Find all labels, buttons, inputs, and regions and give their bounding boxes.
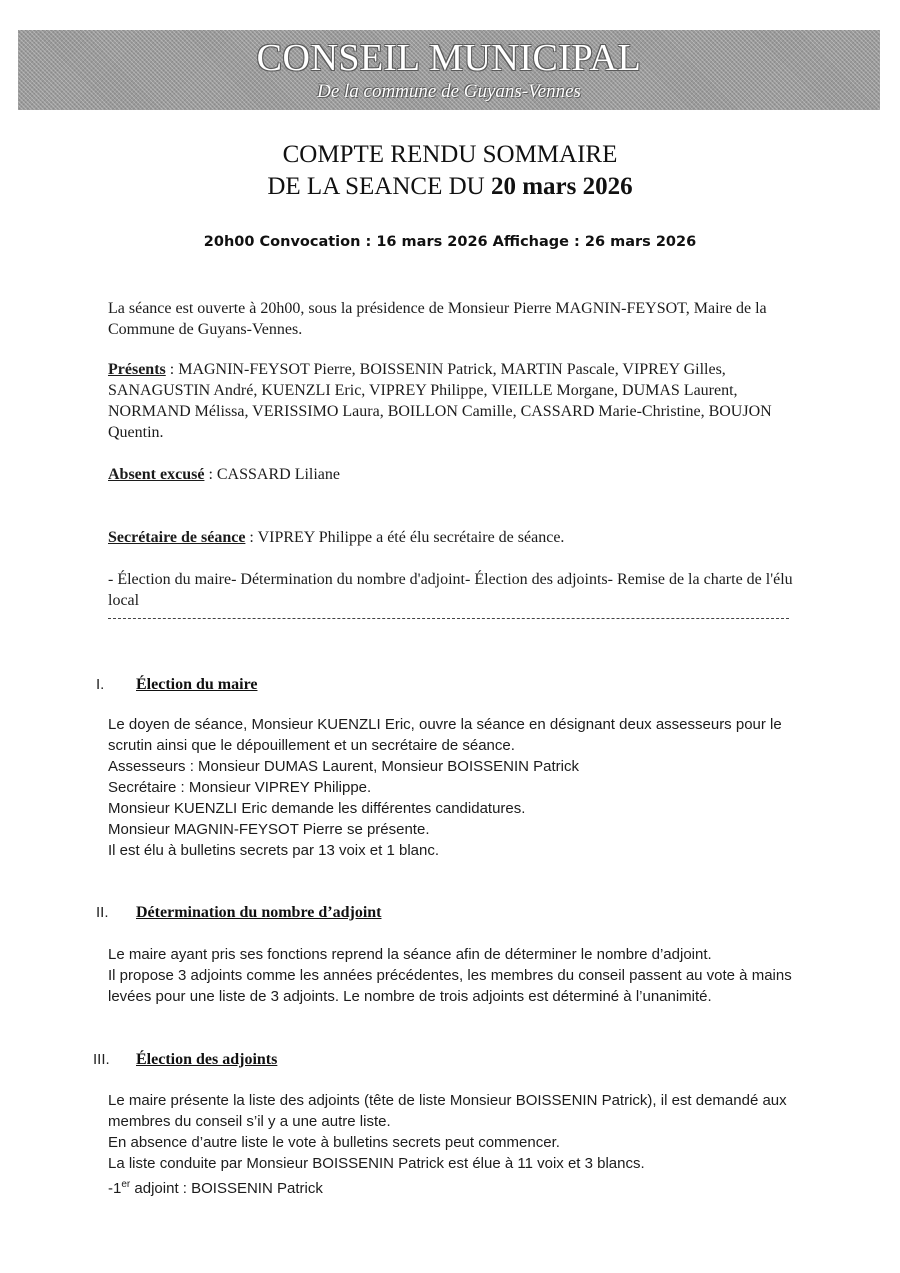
secretary-text: : VIPREY Philippe a été élu secrétaire de séance. <box>245 529 565 546</box>
section-3-line: Le maire présente la liste des adjoints (tête de liste Monsieur BOISSENIN Patrick), il est demandé aux <box>108 1092 787 1109</box>
absent-text: : CASSARD Liliane <box>204 466 340 483</box>
section-3-line: membres du conseil s’il y a une autre liste. <box>108 1113 391 1130</box>
banner-subtitle: De la commune de Guyans-Vennes <box>317 81 581 102</box>
section-1-body <box>108 714 798 861</box>
section-2-line: Le maire ayant pris ses fonctions reprend la séance afin de déterminer le nombre d’adjoint. <box>108 946 712 963</box>
section-2-title: Détermination du nombre d’adjoint <box>136 904 382 921</box>
first-deputy-sup: er <box>121 1179 131 1190</box>
section-1-line: Monsieur KUENZLI Eric demande les différentes candidatures. <box>108 800 526 817</box>
first-deputy-text: adjoint : BOISSENIN Patrick <box>130 1180 323 1197</box>
header-banner <box>18 30 880 110</box>
section-3-line: En absence d’autre liste le vote à bulletins secrets peut commencer. <box>108 1134 560 1151</box>
section-3-title: Élection des adjoints <box>136 1051 278 1068</box>
section-1-line: Monsieur MAGNIN-FEYSOT Pierre se présente. <box>108 821 430 838</box>
section-1-line: Le doyen de séance, Monsieur KUENZLI Eric, ouvre la séance en désignant deux assesseurs pour le <box>108 716 782 733</box>
agenda-paragraph: - Élection du maire- Détermination du nombre d'adjoint- Élection des adjoints- Remise de la charte de l'élu local <box>108 571 793 609</box>
section-3-number: III. <box>93 1051 110 1068</box>
session-date: 20 mars 2026 <box>490 173 633 200</box>
secretary-label: Secrétaire de séance <box>108 529 246 546</box>
separator-line <box>108 618 789 619</box>
convocation-line: 20h00 Convocation : 16 mars 2026 Affichage : 26 mars 2026 <box>203 234 697 250</box>
section-2-body <box>108 944 798 1007</box>
banner-title: CONSEIL MUNICIPAL <box>256 37 642 79</box>
intro-paragraph: La séance est ouverte à 20h00, sous la présidence de Monsieur Pierre MAGNIN-FEYSOT, Maire de la Commune de Guyans-Vennes. <box>108 300 767 338</box>
section-1-title: Élection du maire <box>136 676 258 693</box>
first-deputy-line <box>108 1174 798 1199</box>
section-2-line: Il propose 3 adjoints comme les années précédentes, les membres du conseil passent au vote à mains <box>108 967 792 984</box>
section-1-line: Il est élu à bulletins secrets par 13 voix et 1 blanc. <box>108 842 440 859</box>
document-subtitle <box>0 173 900 201</box>
section-2-number: II. <box>96 904 109 921</box>
section-1-number: I. <box>96 676 105 693</box>
presents-paragraph <box>108 359 798 443</box>
section-2-line: levées pour une liste de 3 adjoints. Le nombre de trois adjoints est déterminé à l’unanimité. <box>108 988 712 1005</box>
session-label: DE LA SEANCE DU <box>267 173 491 200</box>
section-3-line: La liste conduite par Monsieur BOISSENIN Patrick est élue à 11 voix et 3 blancs. <box>108 1155 645 1172</box>
presents-label: Présents <box>108 361 166 378</box>
absent-paragraph <box>108 464 798 485</box>
absent-label: Absent excusé <box>108 466 205 483</box>
first-deputy-prefix: -1 <box>108 1180 122 1197</box>
section-1-line: Secrétaire : Monsieur VIPREY Philippe. <box>108 779 372 796</box>
document-title: COMPTE RENDU SOMMAIRE <box>282 141 618 168</box>
secretary-paragraph <box>108 527 798 548</box>
presents-list: : MAGNIN-FEYSOT Pierre, BOISSENIN Patrick, MARTIN Pascale, VIPREY Gilles, SANAGUSTIN André, KUENZLI Eric, VIPREY Philippe, VIEILLE Morgane, DUMAS Laurent, NORMAND Mélissa, VERISSIMO Laura, BOILLON Camille, CASSARD Marie-Christine, BOUJON Quentin. <box>108 361 772 441</box>
section-1-line: scrutin ainsi que le dépouillement et un secrétaire de séance. <box>108 737 515 754</box>
section-1-line: Assesseurs : Monsieur DUMAS Laurent, Monsieur BOISSENIN Patrick <box>108 758 579 775</box>
section-3-body <box>108 1090 798 1199</box>
